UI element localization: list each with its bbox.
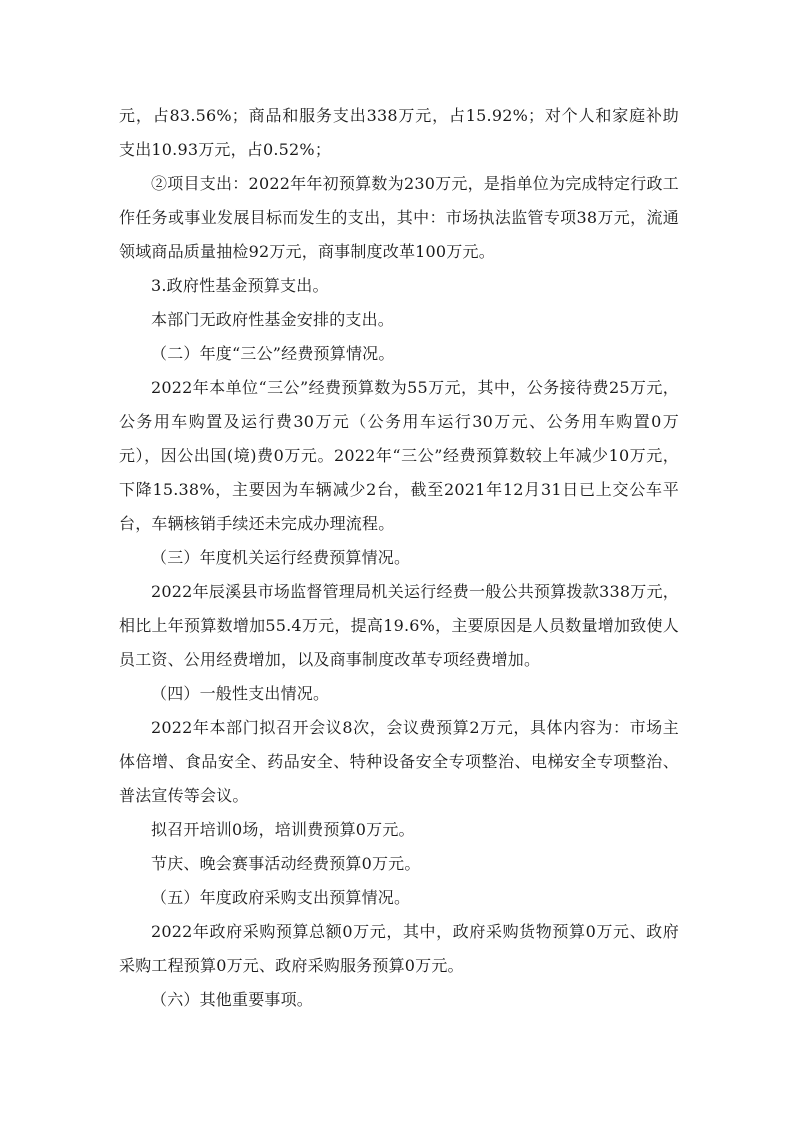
paragraph-no-government-fund: 本部门无政府性基金安排的支出。 [151, 310, 395, 329]
paragraph-three-public-expenses: 2022年本单位“三公”经费预算数为55万元，其中，公务接待费25万元，公务用车购置及运行费30万元（公务用车运行30万元、公务用车购置0万元），因公出国(境)费0万元。2022年“三公”经费预算数较上年减少10万元，下降15.38%，主要因为车辆减少2台，截至2021年12月31日已上交公车平台，车辆核销手续还未完成办理流程。 [119, 378, 679, 533]
heading-general-expenditure: （四）一般性支出情况。 [151, 684, 330, 703]
heading-three-public-expenses: （二）年度“三公”经费预算情况。 [151, 344, 395, 363]
paragraph-procurement-budget: 2022年政府采购预算总额0万元，其中，政府采购货物预算0万元、政府采购工程预算0万元、政府采购服务预算0万元。 [119, 922, 679, 975]
paragraph-budget-composition: 元，占83.56%；商品和服务支出338万元，占15.92%；对个人和家庭补助支出10.93万元，占0.52%； [119, 106, 679, 159]
heading-government-fund-budget: 3.政府性基金预算支出。 [151, 276, 329, 295]
paragraph-festival-events: 节庆、晚会赛事活动经费预算0万元。 [151, 854, 421, 873]
paragraph-operating-expenses: 2022年辰溪县市场监督管理局机关运行经费一般公共预算拨款338万元，相比上年预算数增加55.4万元，提高19.6%，主要原因是人员数量增加致使人员工资、公用经费增加，以及商事制度改革专项经费增加。 [119, 582, 679, 669]
document-page [119, 99, 679, 1017]
paragraph-meetings: 2022年本部门拟召开会议8次，会议费预算2万元，具体内容为：市场主体倍增、食品安全、药品安全、特种设备安全专项整治、电梯安全专项整治、普法宣传等会议。 [119, 718, 679, 805]
heading-operating-expenses: （三）年度机关运行经费预算情况。 [151, 548, 411, 567]
paragraph-project-expenditure: ②项目支出：2022年年初预算数为230万元，是指单位为完成特定行政工作任务或事业发展目标而发生的支出，其中：市场执法监管专项38万元，流通领域商品质量抽检92万元，商事制度改革100万元。 [119, 174, 679, 261]
heading-other-matters: （六）其他重要事项。 [151, 990, 314, 1009]
paragraph-training: 拟召开培训0场，培训费预算0万元。 [151, 820, 415, 839]
heading-procurement-budget: （五）年度政府采购支出预算情况。 [151, 888, 411, 907]
